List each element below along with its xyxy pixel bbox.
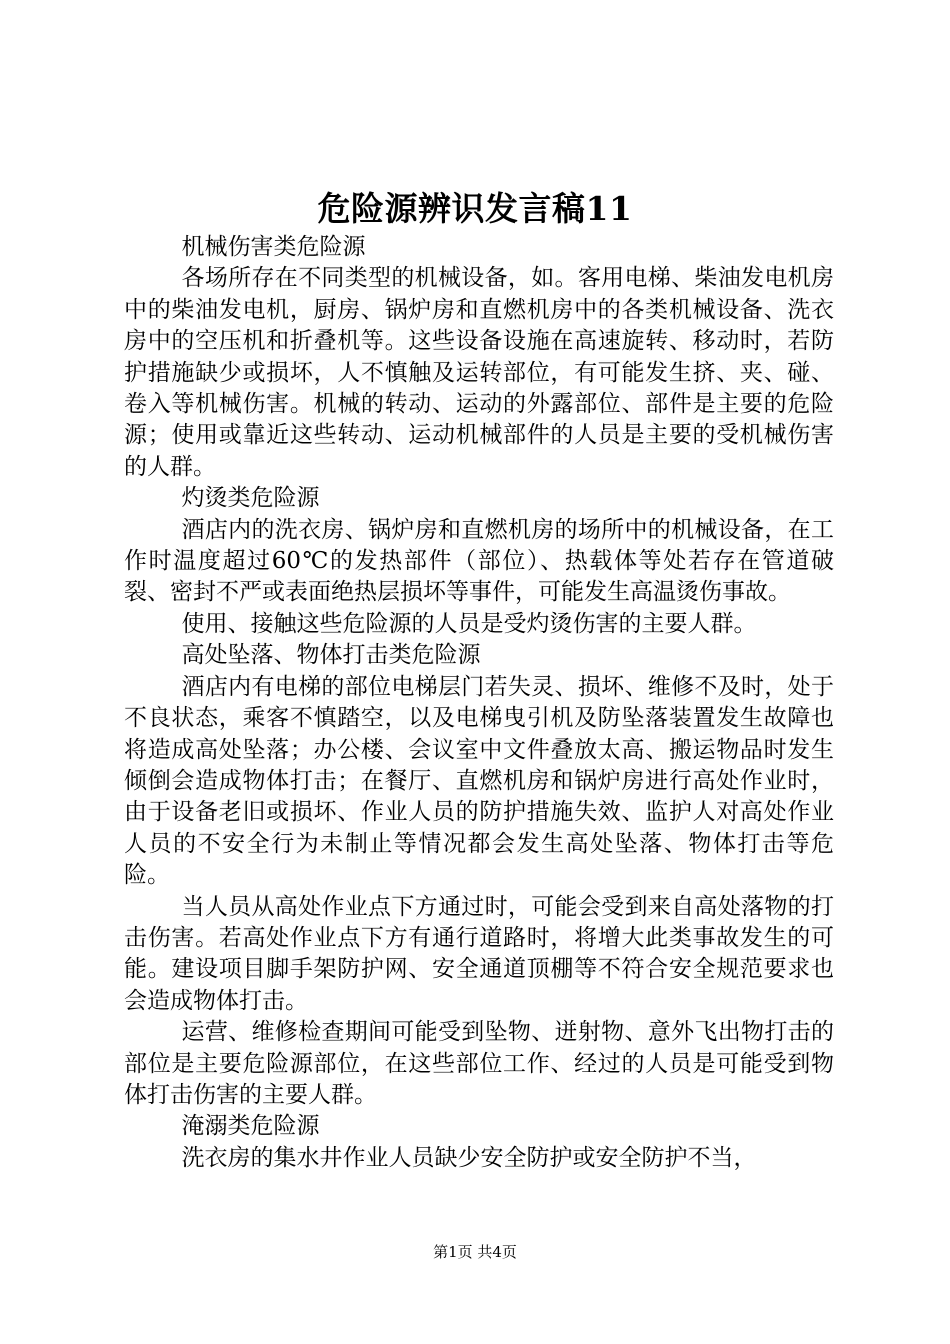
paragraph-falling-objects: 当人员从高处作业点下方通过时，可能会受到来自高处落物的打击伤害。若高处作业点下方有通行道路时，将增大此类事故发生的可能。建设项目脚手架防护网、安全通道顶棚等不符合安全规范要求也会造成物体打击。 [124,893,834,1014]
section-heading-fall: 高处坠落、物体打击类危险源 [181,642,481,669]
document-title: 危险源辨识发言稿11 [317,189,633,228]
page-footer: 第1页 共4页 [433,1243,517,1261]
section-heading-mechanical: 机械伤害类危险源 [181,234,366,260]
paragraph-drowning: 洗衣房的集水井作业人员缺少安全防护或安全防护不当， [181,1144,757,1171]
paragraph-maintenance: 运营、维修检查期间可能受到坠物、迸射物、意外飞出物打击的部位是主要危险源部位，在这些部位工作、经过的人员是可能受到物体打击伤害的主要人群。 [124,1019,834,1108]
paragraph-burn: 酒店内的洗衣房、锅炉房和直燃机房的场所中的机械设备，在工作时温度超过60℃的发热部件（部位）、热载体等处若存在管道破裂、密封不严或表面绝热层损坏等事件，可能发生高温烫伤事故。 [124,516,834,606]
paragraph-fall: 酒店内有电梯的部位电梯层门若失灵、损坏、维修不及时，处于不良状态，乘客不慎踏空，以及电梯曳引机及防坠落装置发生故障也将造成高处坠落；办公楼、会议室中文件叠放太高、搬运物品时发生倾倒会造成物体打击；在餐厅、直燃机房和锅炉房进行高处作业时，由于设备老旧或损坏、作业人员的防护措施失效、监护人对高处作业人员的不安全行为未制止等情况都会发生高处坠落、物体打击等危险。 [124,673,834,889]
section-heading-drowning: 淹溺类危险源 [181,1113,320,1140]
paragraph-mechanical: 各场所存在不同类型的机械设备，如。客用电梯、柴油发电机房中的柴油发电机，厨房、锅炉房和直燃机房中的各类机械设备、洗衣房中的空压机和折叠机等。这些设备设施在高速旋转、移动时，若防护措施缺少或损坏，人不慎触及运转部位，有可能发生挤、夹、碰、卷入等机械伤害。机械的转动、运动的外露部位、部件是主要的危险源；使用或靠近这些转动、运动机械部件的人员是主要的受机械伤害的人群。 [124,265,834,480]
paragraph-burn-people: 使用、接触这些危险源的人员是受灼烫伤害的主要人群。 [181,610,757,637]
document-body [124,232,834,1174]
section-heading-burn: 灼烫类危险源 [181,485,320,512]
